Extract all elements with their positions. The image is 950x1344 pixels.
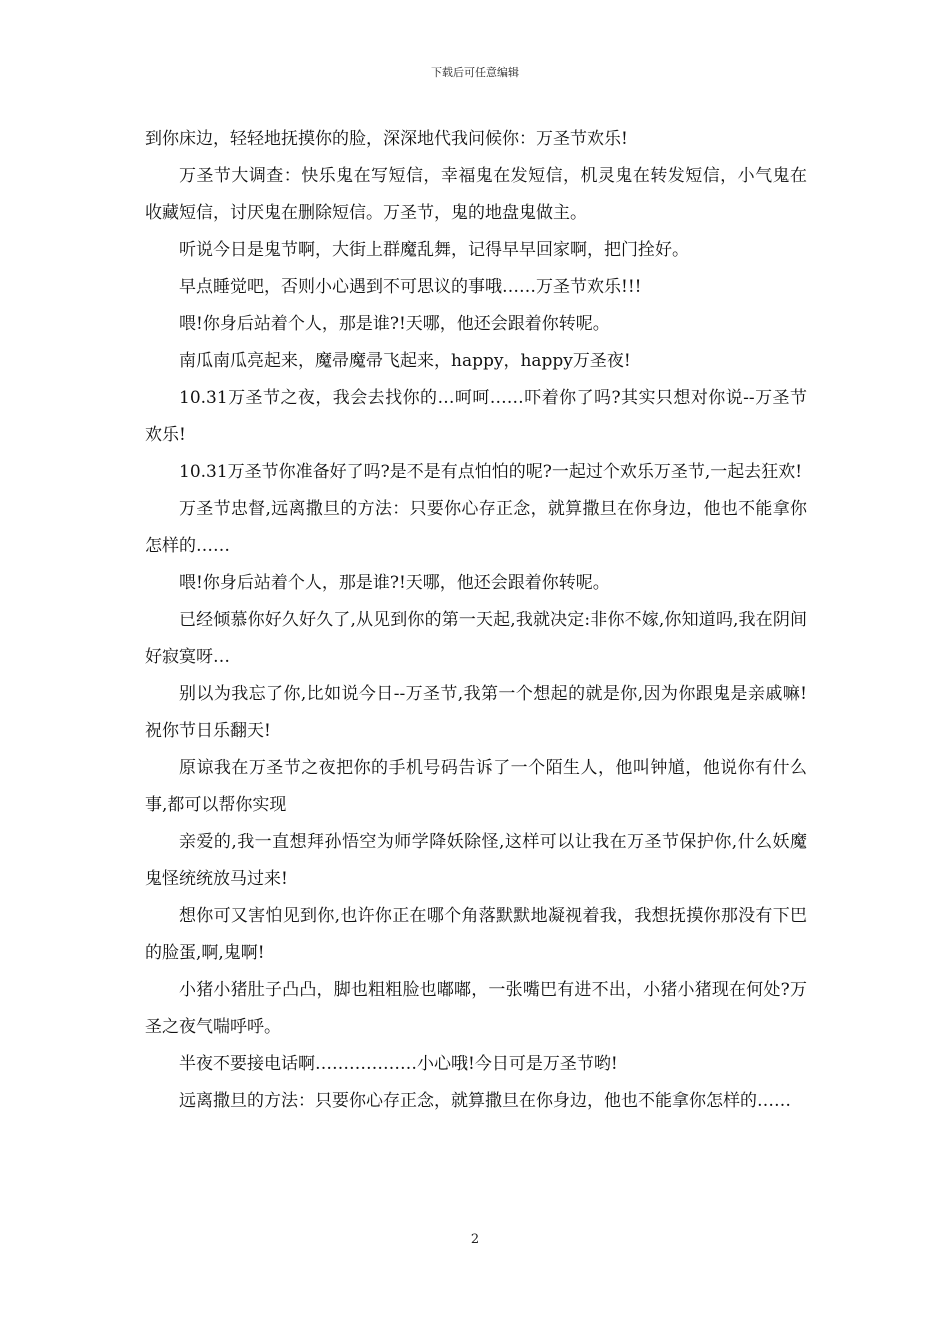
page-header: 下载后可任意编辑	[431, 66, 519, 79]
document-body	[145, 121, 807, 1120]
paragraph: 10.31万圣节之夜，我会去找你的…呵呵……吓着你了吗?其实只想对你说--万圣节欢乐!	[145, 388, 807, 445]
paragraph: 万圣节大调查：快乐鬼在写短信，幸福鬼在发短信，机灵鬼在转发短信，小气鬼在收藏短信，讨厌鬼在删除短信。万圣节，鬼的地盘鬼做主。	[145, 166, 807, 223]
paragraph: 半夜不要接电话啊………………小心哦!今日可是万圣节哟!	[179, 1054, 618, 1074]
paragraph: 万圣节忠督,远离撒旦的方法：只要你心存正念，就算撒旦在你身边，他也不能拿你怎样的……	[145, 499, 807, 556]
paragraph: 远离撒旦的方法：只要你心存正念，就算撒旦在你身边，他也不能拿你怎样的……	[179, 1091, 791, 1111]
paragraph: 别以为我忘了你,比如说今日--万圣节,我第一个想起的就是你,因为你跟鬼是亲戚嘛!祝你节日乐翻天!	[145, 684, 807, 741]
paragraph: 南瓜南瓜亮起来，魔帚魔帚飞起来，happy，happy万圣夜!	[179, 351, 631, 371]
paragraph: 早点睡觉吧，否则小心遇到不可思议的事哦……万圣节欢乐!!!	[179, 277, 642, 297]
paragraph: 原谅我在万圣节之夜把你的手机号码告诉了一个陌生人，他叫钟馗，他说你有什么事,都可以帮你实现	[145, 758, 807, 815]
paragraph: 小猪小猪肚子凸凸，脚也粗粗脸也嘟嘟，一张嘴巴有进不出，小猪小猪现在何处?万圣之夜气喘呼呼。	[145, 980, 807, 1037]
paragraph: 听说今日是鬼节啊，大街上群魔乱舞，记得早早回家啊，把门拴好。	[179, 240, 689, 260]
paragraph: 到你床边，轻轻地抚摸你的脸，深深地代我问候你：万圣节欢乐!	[145, 129, 628, 149]
paragraph: 10.31万圣节你准备好了吗?是不是有点怕怕的呢?一起过个欢乐万圣节,一起去狂欢!	[179, 462, 803, 482]
page-number: 2	[470, 1232, 480, 1247]
paragraph: 亲爱的,我一直想拜孙悟空为师学降妖除怪,这样可以让我在万圣节保护你,什么妖魔鬼怪统统放马过来!	[145, 832, 807, 889]
paragraph: 喂!你身后站着个人，那是谁?!天哪，他还会跟着你转呢。	[179, 314, 610, 334]
paragraph: 已经倾慕你好久好久了,从见到你的第一天起,我就决定:非你不嫁,你知道吗,我在阴间好寂寞呀…	[145, 610, 807, 667]
paragraph: 想你可又害怕见到你,也许你正在哪个角落默默地凝视着我，我想抚摸你那没有下巴的脸蛋,啊,鬼啊!	[145, 906, 807, 963]
paragraph: 喂!你身后站着个人，那是谁?!天哪，他还会跟着你转呢。	[179, 573, 610, 593]
